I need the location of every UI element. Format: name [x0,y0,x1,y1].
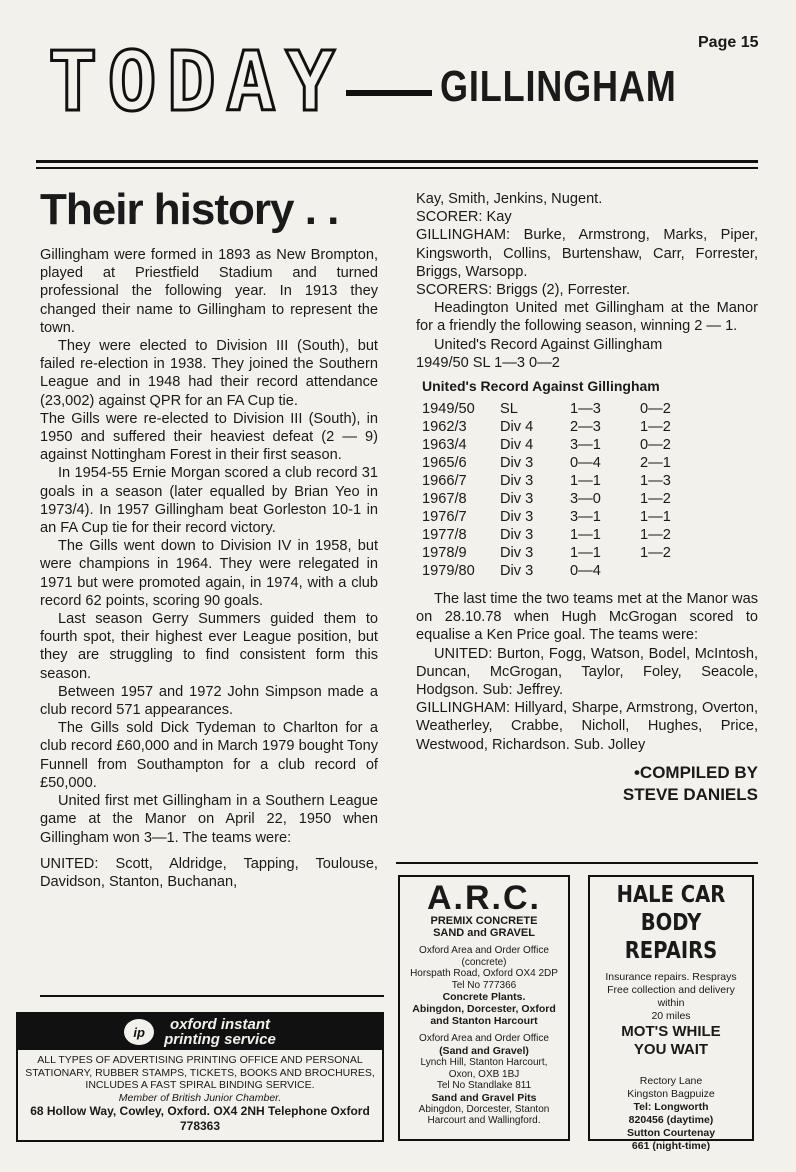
history-paragraph: Between 1957 and 1972 John Simpson made a club record 571 appearances. [40,683,378,719]
record-cell: 2—1 [640,455,671,472]
record-row [422,472,700,490]
record-cell: 1978/9 [422,545,467,562]
record-cell: 0—4 [570,563,601,580]
arc-line: Abingdon, Dorcester, Oxford and Stanton Harcourt [412,1003,556,1028]
record-cell: 1965/6 [422,455,467,472]
record-row [422,562,700,580]
arc-line: Oxford Area and Order Office [419,1033,549,1045]
teams-text: SCORERS: Briggs (2), Forrester. [416,282,631,299]
arc-advert [398,875,570,1141]
record-cell: 1—1 [570,527,601,544]
oxford-name-line: printing service [164,1031,276,1048]
last-meeting-text: UNITED: Burton, Fogg, Watson, Bodel, McIntosh, Duncan, McGrogan, Taylor, Foley, Seacole, Hodgson. Sub: Jeffrey. [416,645,758,699]
arc-line: Oxon, OXB 1BJ [448,1068,520,1080]
arc-line: Lynch Hill, Stanton Harcourt, [420,1056,548,1068]
record-cell: 1—3 [570,401,601,418]
page-number: Page 15 [698,34,759,51]
arc-title: A.R.C. [427,879,541,917]
masthead-team: GILLINGHAM [440,62,677,111]
oxford-member: Member of British Junior Chamber. [118,1091,282,1104]
left-divider [40,995,384,997]
history-title: Their history . . [40,185,339,234]
masthead-dash [346,90,432,96]
history-paragraph: United first met Gillingham in a Southern League game at the Manor on April 22, 1950 when Gillingham won 3—1. The teams were: [40,793,378,846]
record-cell: 1966/7 [422,473,467,490]
history-paragraph: The Gills went down to Division IV in 1958, but were champions in 1964. They were relegated in 1971 but were promoted again, in 1974, with a club record 62 points, scoring 90 goals. [40,538,378,609]
arc-line: (concrete) [461,956,507,968]
teams-text: SCORER: Kay [416,209,512,226]
history-paragraph: The Gills sold Dick Tydeman to Charlton for a club record £60,000 and in March 1979 bought Tony Funnell from Southampton for a club record of £50,000. [40,720,378,791]
record-row [422,454,700,472]
record-cell: Div 4 [500,437,534,454]
record-heading: United's Record Against Gillingham [422,378,660,395]
history-paragraph: The Gills were re-elected to Division III (South), in 1950 and suffered their heaviest defeat (2 — 9) against Nottingham Forest in their first season. [40,410,378,464]
hale-line: Kingston Bagpuize [627,1088,715,1100]
oxford-name [164,1017,276,1047]
record-row [422,544,700,562]
record-cell: 1—2 [640,545,671,562]
record-row [422,400,700,418]
history-column [40,185,378,891]
record-cell: 0—2 [640,401,671,418]
record-cell: Div 3 [500,527,534,544]
history-paragraph: UNITED: Scott, Aldridge, Tapping, Toulouse, Davidson, Stanton, Buchanan, [40,855,378,890]
oxford-services: ALL TYPES OF ADVERTISING PRINTING OFFICE AND PERSONAL STATIONARY, RUBBER STAMPS, TICKETS, BOOKS AND BROCHURES, INCLUDES A FAST SPIRAL BINDING SERVICE. [25,1054,375,1092]
record-cell: 1—1 [640,509,671,526]
last-meeting-text: The last time the two teams met at the Manor was on 28.10.78 when Hugh McGrogan scored to equalise a Ken Price goal. The teams were: [416,591,758,644]
hale-mot: MOT'S WHILE [621,1023,721,1040]
hale-line: Free collection and delivery within [607,984,735,1009]
oxford-address: 68 Hollow Way, Cowley, Oxford. OX4 2NH Telephone Oxford 778363 [30,1104,370,1134]
record-row [422,490,700,508]
history-paragraph: In 1954-55 Ernie Morgan scored a club record 31 goals in a season (later equalled by Brian Yeo in 1973/4). In 1957 Gillingham beat Gorleston 10-1 in an FA Cup tie for their record victory. [40,465,378,537]
record-row [422,418,700,436]
arc-line: Abingdon, Dorcester, Stanton [418,1103,550,1115]
record-cell: Div 3 [500,491,534,508]
record-row [422,436,700,454]
record-cell: 1976/7 [422,509,467,526]
record-cell: 1—2 [640,419,671,436]
record-cell: 1977/8 [422,527,467,544]
record-cell: 1—2 [640,491,671,508]
record-row [422,508,700,526]
compiled-by [416,762,758,806]
record-cell: Div 3 [500,509,534,526]
arc-line: Sand and Gravel Pits [431,1091,537,1104]
hale-phone: Tel: Longworth [633,1101,709,1113]
hale-line: Insurance repairs. Resprays [605,971,737,983]
teams-text: United's Record Against Gillingham [434,336,663,353]
history-paragraph: They were elected to Division III (South), but failed re-election in 1938. They joined the Southern League and in 1948 had their record attendance (23,002) against QPR for an FA Cup tie. [40,338,378,409]
history-paragraph: Gillingham were formed in 1893 as New Brompton, played at Priestfield Stadium and turned professional the following year. In 1913 they changed their name to Gillingham to represent the town. [40,247,378,336]
history-paragraph: Last season Gerry Summers guided them to fourth spot, their highest ever League position, but they are struggling to find consistent form this season. [40,611,378,682]
teams-text: 1949/50 SL 1—3 0—2 [416,354,560,371]
arc-subtitle: SAND and GRAVEL [433,927,535,939]
record-cell: Div 4 [500,419,534,436]
record-cell: 0—4 [570,455,601,472]
record-cell: 3—0 [570,491,601,508]
record-cell: 1—3 [640,473,671,490]
oxford-name-line: oxford instant [169,1016,270,1033]
arc-subtitle: PREMIX CONCRETE [430,915,538,927]
record-cell: 2—3 [570,419,601,436]
hale-advert [588,875,754,1152]
record-cell: 1—2 [640,527,671,544]
masthead-rule-bottom [36,167,758,169]
compiled-label: •COMPILED BY [633,762,758,782]
hale-title: HALE CAR [616,882,726,908]
hale-line: Rectory Lane [639,1075,703,1087]
hale-title: BODY REPAIRS [624,910,718,964]
record-cell: 1949/50 [422,401,475,418]
record-cell: 1962/3 [422,419,467,436]
record-cell: 1967/8 [422,491,467,508]
record-cell: 3—1 [570,509,601,526]
last-meeting-text: GILLINGHAM: Hillyard, Sharpe, Armstrong, Overton, Weatherley, Crabbe, Nicholl, Hughes, Price, Westwood, Richardson. Sub. Jolley [416,700,758,753]
arc-line: Harcourt and Wallingford. [427,1115,541,1127]
right-divider [396,862,758,864]
record-table [422,400,700,580]
teams-text: Kay, Smith, Jenkins, Nugent. [416,191,603,207]
record-cell [640,562,700,580]
masthead-rule-top [36,160,758,163]
hale-phone: 820456 (daytime) [628,1114,714,1126]
record-row [422,526,700,544]
record-cell: Div 3 [500,545,534,562]
arc-line: Oxford Area and Order Office [419,945,549,956]
hale-mot: YOU WAIT [633,1041,709,1058]
today-logo: TODAY [48,35,345,130]
record-cell: 0—2 [640,437,671,454]
hale-phone: Sutton Courtenay [626,1127,716,1139]
arc-line: Tel No 777366 [451,979,517,991]
oxford-printing-advert [16,1012,384,1142]
oxford-banner [18,1014,382,1050]
record-cell: Div 3 [500,455,534,472]
record-cell: 1—1 [570,473,601,490]
record-cell: 1979/80 [422,563,475,580]
teams-text: Headington United met Gillingham at the Manor for a friendly the following season, winning 2 — 1. [416,300,758,335]
record-cell: 1963/4 [422,437,467,454]
arc-line: Concrete Plants. [442,991,526,1004]
record-cell: 1—1 [570,545,601,562]
ip-logo-icon: ip [124,1019,154,1045]
record-cell: Div 3 [500,563,534,580]
record-cell: Div 3 [500,473,534,490]
teams-text: GILLINGHAM: Burke, Armstrong, Marks, Piper, Kingsworth, Collins, Burtenshaw, Carr, Forrester, Briggs, Warsopp. [416,227,758,280]
record-cell: SL [500,401,518,418]
arc-line: (Sand and Gravel) [439,1044,529,1057]
hale-phone: 661 (night-time) [631,1140,711,1152]
hale-line: 20 miles [651,1010,691,1022]
record-cell: 3—1 [570,437,601,454]
arc-line: Tel No Standlake 811 [436,1080,532,1092]
record-column [416,190,758,806]
compiled-author: STEVE DANIELS [622,784,758,804]
arc-line: Horspath Road, Oxford OX4 2DP [410,968,558,980]
